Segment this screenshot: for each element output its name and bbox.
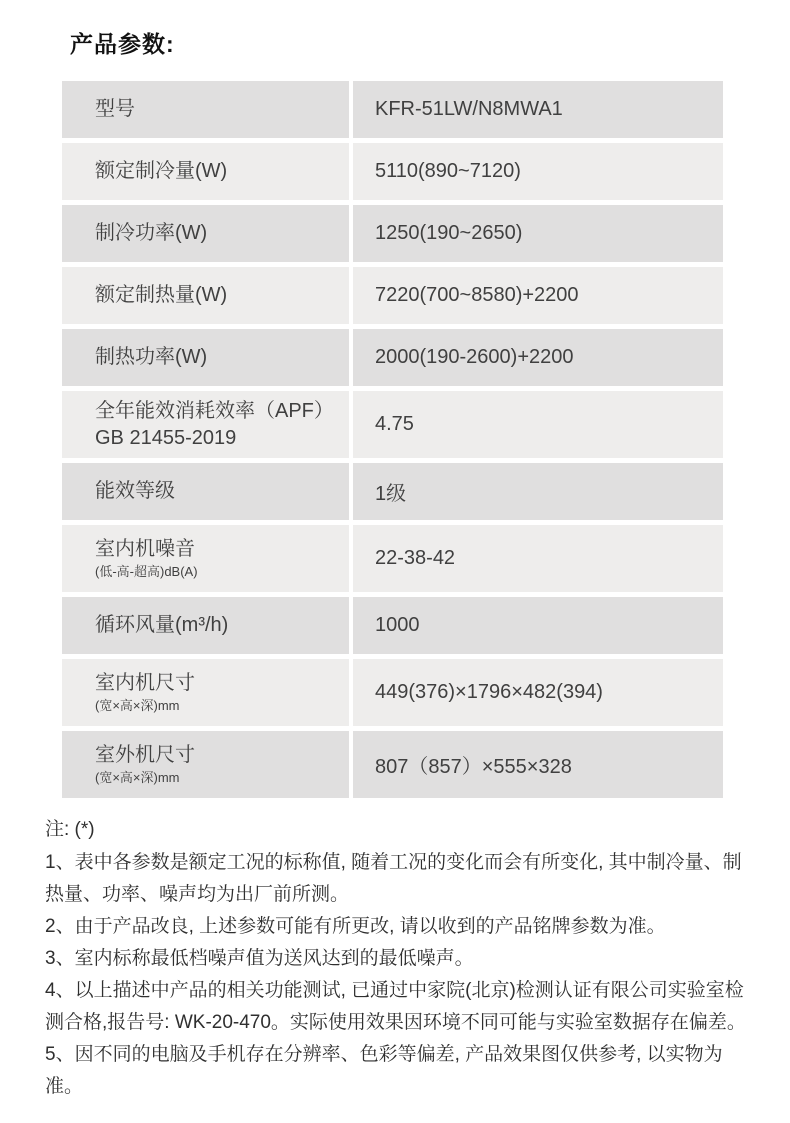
table-row-energy-grade: [62, 463, 723, 520]
table-row-apf: [62, 391, 723, 458]
spec-label-cell: [62, 731, 349, 798]
spec-sublabel: (宽×高×深)mm: [95, 770, 180, 785]
spec-value-cell: [353, 597, 723, 654]
spec-label: 额定制热量(W): [95, 284, 228, 306]
spec-value-cell: [353, 463, 723, 520]
spec-value: 4.75: [375, 413, 414, 435]
spec-value-cell: [353, 267, 723, 324]
notes-section: [45, 814, 749, 1103]
notes-header: 注: (*): [45, 819, 95, 840]
spec-value: KFR-51LW/N8MWA1: [375, 98, 563, 120]
spec-label: 全年能效消耗效率（APF）: [95, 399, 334, 422]
spec-label: 额定制冷量(W): [95, 160, 228, 182]
spec-value: 22-38-42: [375, 547, 456, 569]
spec-label-cell: [62, 329, 349, 386]
note-item: 1、表中各参数是额定工况的标称值, 随着工况的变化而会有所变化, 其中制冷量、制热量、功率、噪声均为出厂前所测。: [45, 852, 742, 905]
table-row-heating-power: [62, 329, 723, 386]
spec-value-cell: [353, 143, 723, 200]
table-row-model: [62, 81, 723, 138]
spec-label: 循环风量(m³/h): [95, 614, 229, 636]
spec-label-cell: [62, 205, 349, 262]
table-row-outdoor-size: [62, 731, 723, 798]
spec-value: 2000(190-2600)+2200: [375, 346, 574, 368]
spec-label-cell: [62, 463, 349, 520]
spec-sublabel: (宽×高×深)mm: [95, 698, 180, 713]
spec-value-cell: [353, 659, 723, 726]
spec-value: 807（857）×555×328: [375, 756, 572, 778]
spec-label-cell: [62, 525, 349, 592]
spec-label-line2: GB 21455-2019: [95, 426, 237, 449]
spec-value-cell: [353, 525, 723, 592]
table-row-indoor-size: [62, 659, 723, 726]
spec-value-cell: [353, 81, 723, 138]
table-row-cooling-power: [62, 205, 723, 262]
spec-label: 室外机尺寸: [95, 744, 195, 766]
spec-value-cell: [353, 391, 723, 458]
spec-label: 能效等级: [95, 480, 175, 502]
spec-label: 型号: [95, 98, 135, 120]
table-row-indoor-noise: [62, 525, 723, 592]
spec-table: [62, 81, 723, 798]
spec-label: 室内机噪音: [95, 538, 195, 560]
spec-label: 制热功率(W): [95, 346, 208, 368]
note-item: 4、以上描述中产品的相关功能测试, 已通过中家院(北京)检测认证有限公司实验室检测合格,报告号: WK-20-470。实际使用效果因环境不同可能与实验室数据存在偏差。: [45, 980, 746, 1033]
table-row-rated-cooling: [62, 143, 723, 200]
page-title: 产品参数:: [70, 31, 175, 57]
note-item: 3、室内标称最低档噪声值为送风达到的最低噪声。: [45, 948, 474, 969]
spec-label-cell: [62, 597, 349, 654]
spec-label-cell: [62, 659, 349, 726]
spec-label-cell: [62, 391, 349, 458]
spec-value-cell: [353, 205, 723, 262]
spec-value: 1000: [375, 614, 420, 636]
spec-value: 5110(890~7120): [375, 160, 521, 182]
note-item: 2、由于产品改良, 上述参数可能有所更改, 请以收到的产品铭牌参数为准。: [45, 916, 666, 937]
spec-label-cell: [62, 267, 349, 324]
spec-value: 1级: [375, 483, 407, 505]
spec-label: 制冷功率(W): [95, 222, 208, 244]
spec-value-cell: [353, 731, 723, 798]
spec-value: 7220(700~8580)+2200: [375, 284, 579, 306]
spec-label-cell: [62, 81, 349, 138]
table-row-rated-heating: [62, 267, 723, 324]
spec-value-cell: [353, 329, 723, 386]
note-item: 5、因不同的电脑及手机存在分辨率、色彩等偏差, 产品效果图仅供参考, 以实物为准。: [45, 1044, 723, 1097]
table-row-air-volume: [62, 597, 723, 654]
spec-value: 449(376)×1796×482(394): [375, 681, 603, 703]
spec-sublabel: (低-高-超高)dB(A): [95, 564, 198, 579]
spec-label: 室内机尺寸: [95, 672, 195, 694]
spec-value: 1250(190~2650): [375, 222, 523, 244]
spec-label-cell: [62, 143, 349, 200]
